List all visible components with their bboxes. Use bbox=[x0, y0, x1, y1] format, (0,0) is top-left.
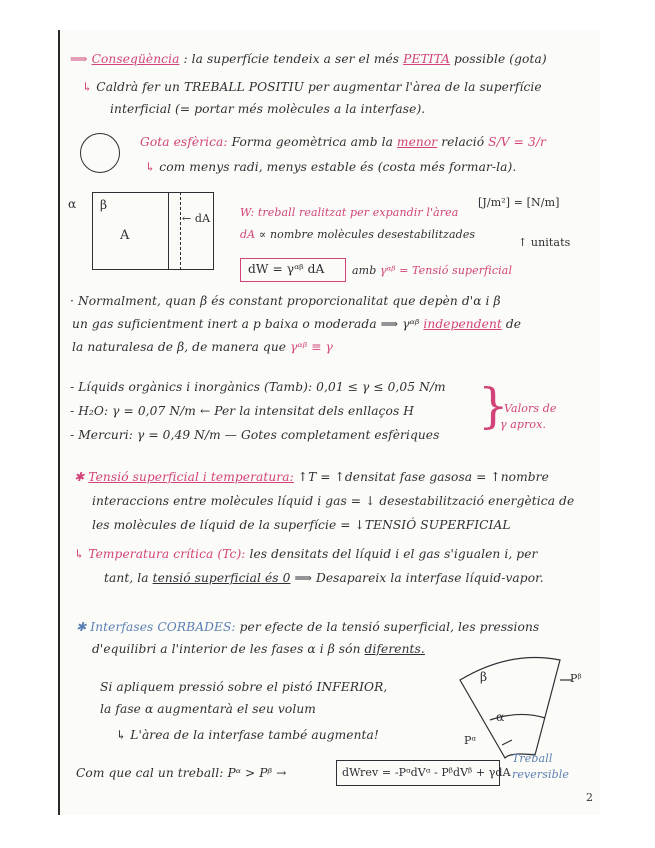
normalment-line-1 bbox=[70, 294, 501, 308]
liquid-organic-line: - Líquids orgànics i inorgànics (Tamb): 0,01 ≤ γ ≤ 0,05 N/m bbox=[70, 380, 446, 394]
work-formula: dWrev = -PᵅdVᵅ - PᵝdVᵝ + γdA bbox=[342, 766, 511, 779]
critica-line-2 bbox=[104, 571, 544, 585]
sector-alpha-label: α bbox=[496, 710, 505, 724]
valors-label-2: γ aprox. bbox=[500, 418, 547, 431]
equiv-formula: γᵅᵝ ≡ γ bbox=[290, 340, 333, 354]
units-formula: [J/m²] = [N/m] bbox=[478, 196, 560, 209]
p-beta-label: Pᵝ bbox=[570, 672, 582, 685]
critica-line-1 bbox=[74, 547, 537, 561]
normalment-line-1-text: · Normalment, quan β és constant proporcionalitat que depèn d'α i β bbox=[70, 294, 501, 308]
normalment-line-3-text: la naturalesa de β, de manera que bbox=[72, 340, 287, 354]
valors-label-1: Valors de bbox=[504, 402, 557, 415]
corbades-line-1-text: per efecte de la tensió superficial, les pressions bbox=[239, 620, 540, 634]
treball-line-2: interficial (= portar més molècules a la interfase). bbox=[110, 102, 426, 116]
pressure-comparison: Pᵅ > Pᵝ bbox=[227, 766, 273, 780]
interface-box bbox=[92, 192, 214, 270]
independent-highlight: independent bbox=[423, 317, 502, 331]
p-alpha-label: Pᵅ bbox=[464, 734, 477, 747]
temperatura-line-3: les molècules de líquid de la superfície = ↓TENSIÓ SUPERFICIAL bbox=[92, 518, 511, 532]
notebook-page bbox=[60, 30, 600, 815]
corbades-line-2 bbox=[92, 642, 425, 656]
gota-text: Forma geomètrica amb la bbox=[231, 135, 393, 149]
unitats-arrow: ↑ unitats bbox=[518, 236, 571, 249]
consequencia-line bbox=[70, 52, 547, 66]
double-arrow-icon: ⟹ bbox=[70, 52, 88, 66]
water-value: - H₂O: γ = 0,07 N/m bbox=[70, 404, 196, 418]
treball-line-1 bbox=[82, 80, 542, 94]
dw-formula: dW = γᵅᵝ dA bbox=[248, 262, 325, 276]
brace-icon: } bbox=[478, 378, 509, 434]
gota-line bbox=[140, 135, 546, 149]
critica-line-2-start: tant, la bbox=[104, 571, 149, 585]
area-label: A bbox=[120, 228, 130, 243]
tensio-definition: γᵅᵝ = Tensió superficial bbox=[379, 264, 513, 277]
temperatura-line-1-text: ↑T = ↑densitat fase gasosa = ↑nombre bbox=[297, 470, 549, 484]
water-line bbox=[70, 404, 414, 418]
unitats-label: unitats bbox=[530, 236, 571, 249]
w-definition-2-text: ∝ nombre molècules desestabilitzades bbox=[258, 228, 476, 241]
reversible-label-1: Treball bbox=[512, 752, 553, 765]
w-definition-1: W: treball realitzat per expandir l'àrea bbox=[240, 206, 459, 219]
treball-formula-line bbox=[76, 766, 286, 780]
water-note: ← Per la intensitat dels enllaços H bbox=[199, 404, 415, 418]
critica-line-2-end: ⟹ Desapareix la interfase líquid-vapor. bbox=[294, 571, 544, 585]
lower-piston bbox=[502, 740, 512, 745]
corner-arrow-icon: ↳ bbox=[82, 80, 93, 94]
gota-sub-text: com menys radi, menys estable és (costa més formar-la). bbox=[159, 160, 517, 174]
sphere-drop-icon bbox=[80, 133, 120, 173]
dashed-line bbox=[180, 192, 181, 270]
reversible-label-2: reversible bbox=[512, 768, 569, 781]
treball-line-1-text: Caldrà fer un TREBALL POSITIU per augmentar l'àrea de la superfície bbox=[96, 80, 542, 94]
interface-line bbox=[168, 192, 169, 270]
consequencia-label: Conseqüència bbox=[91, 52, 180, 66]
normalment-line-2-text: un gas suficientment inert a p baixa o moderada ⟹ γᵅᵝ bbox=[72, 317, 420, 331]
curved-interface-diagram bbox=[440, 640, 580, 760]
de-text: de bbox=[505, 317, 522, 331]
critica-tension-zero: tensió superficial és 0 bbox=[152, 571, 291, 585]
sector-beta-label: β bbox=[480, 670, 488, 684]
temperatura-line-1 bbox=[74, 470, 549, 484]
consequencia-tail: possible (gota) bbox=[454, 52, 547, 66]
corner-arrow-icon: ↳ bbox=[145, 160, 156, 174]
piston-line-3 bbox=[116, 728, 379, 742]
menor-highlight: menor bbox=[396, 135, 438, 149]
critica-label: Temperatura crítica (Tc): bbox=[88, 547, 246, 561]
consequencia-text: : la superfície tendeix a ser el més bbox=[183, 52, 400, 66]
asterisk-icon: ✱ bbox=[74, 470, 85, 484]
asterisk-icon: ✱ bbox=[76, 620, 87, 634]
alpha-label: α bbox=[68, 197, 77, 211]
mercury-value: - Mercuri: γ = 0,49 N/m bbox=[70, 428, 221, 442]
da-label: dA bbox=[194, 212, 211, 225]
tensio-line bbox=[352, 264, 512, 277]
mercury-note: — Gotes completament esfèriques bbox=[224, 428, 440, 442]
gota-sub-line bbox=[145, 160, 516, 174]
gota-label: Gota esfèrica: bbox=[140, 135, 228, 149]
ratio-formula: S/V = 3/r bbox=[488, 135, 546, 149]
corner-arrow-icon: ↳ bbox=[74, 547, 85, 561]
petita-highlight: PETITA bbox=[403, 52, 451, 66]
da-marker: ← dA bbox=[182, 212, 211, 225]
beta-label: β bbox=[100, 198, 108, 212]
page-number: 2 bbox=[586, 791, 593, 804]
normalment-line-3 bbox=[72, 340, 333, 354]
mercury-line bbox=[70, 428, 439, 442]
corbades-line-1 bbox=[76, 620, 539, 634]
temperatura-line-2: interaccions entre molècules líquid i gas = ↓ desestabilització energètica de bbox=[92, 494, 575, 508]
critica-line-1-text: les densitats del líquid i el gas s'igualen i, per bbox=[249, 547, 538, 561]
gota-tail: relació bbox=[441, 135, 485, 149]
diferents-highlight: diferents. bbox=[364, 642, 425, 656]
arrow-right-icon: → bbox=[276, 766, 287, 780]
da-term: dA bbox=[240, 228, 256, 241]
corbades-line-2-text: d'equilibri a l'interior de les fases α i β són bbox=[92, 642, 361, 656]
piston-line-2: la fase α augmentarà el seu volum bbox=[100, 702, 316, 716]
temperatura-label: Tensió superficial i temperatura: bbox=[88, 470, 294, 484]
piston-line-1: Si apliquem pressió sobre el pistó INFERIOR, bbox=[100, 680, 388, 694]
corbades-label: Interfases CORBADES: bbox=[90, 620, 236, 634]
w-definition-2 bbox=[240, 228, 475, 241]
normalment-line-2 bbox=[72, 317, 521, 331]
piston-line-3-text: L'àrea de la interfase també augmenta! bbox=[130, 728, 379, 742]
corner-arrow-icon: ↳ bbox=[116, 728, 127, 742]
com-que-text: Com que cal un treball: bbox=[76, 766, 224, 780]
amb-label: amb bbox=[352, 264, 377, 277]
